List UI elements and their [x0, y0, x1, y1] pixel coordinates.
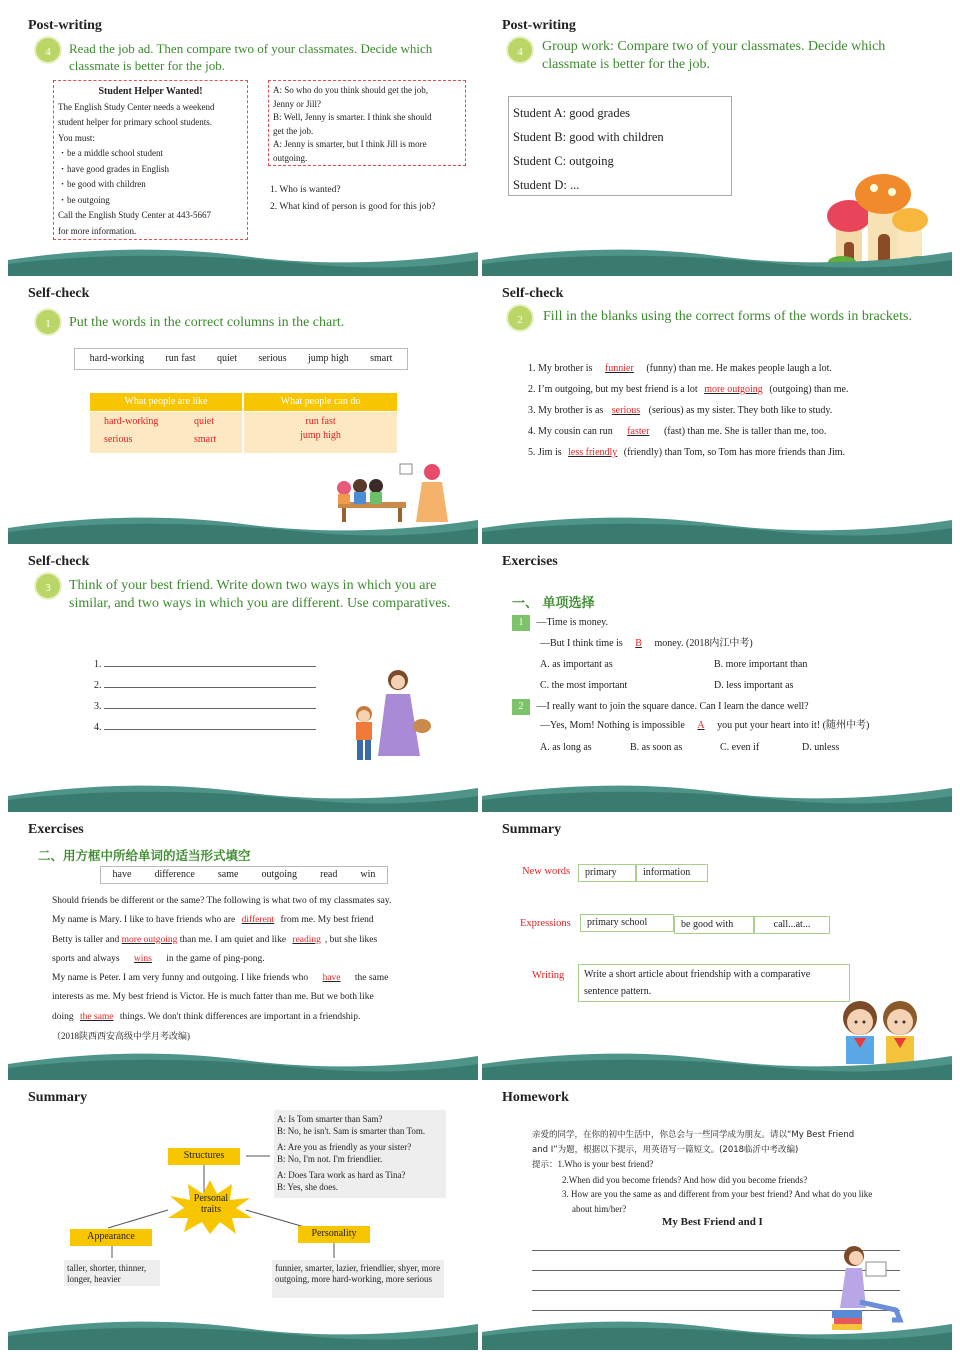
- structures-box: Structures: [168, 1148, 240, 1165]
- footer-wave: [482, 1050, 952, 1082]
- slide-exercises-2: [8, 812, 478, 1082]
- expression-cell: primary school: [580, 914, 674, 932]
- personality-box: Personality: [298, 1226, 370, 1243]
- footer-wave: [8, 514, 478, 546]
- option: C. even if: [720, 742, 760, 753]
- word-chip: same: [217, 869, 239, 880]
- slide-summary-1: [482, 812, 952, 1082]
- word-chip: quiet: [217, 353, 237, 364]
- ad-line: ・be a middle school student: [58, 148, 163, 158]
- center-label: Personal traits: [193, 1193, 229, 1215]
- slide-title: Post-writing: [28, 18, 102, 33]
- writing-line: 4.: [94, 717, 316, 738]
- slide-self-check-3: [8, 544, 478, 814]
- writing-line: 1.: [94, 654, 316, 675]
- answer-blank: more outgoing: [704, 384, 763, 395]
- word-bank: [100, 866, 388, 884]
- writing-label: Writing: [532, 970, 565, 981]
- word-chip: serious: [258, 353, 287, 364]
- dialog-box: [268, 80, 466, 166]
- word-chip: jump high: [307, 353, 349, 364]
- question-2: 2. What kind of person is good for this job?: [270, 202, 436, 212]
- footer-wave: [8, 782, 478, 814]
- question-block: 1 —Time is money. —But I think time is B money. (2018内江中考) A. as important as B. more important than C. the most important D. less important as 2 —I really want to join the square dance. Can I learn the dance well? —Yes, Mom! Nothing is impossible A you put your heart into it! (随州中考) A. as long as B. as soon as C. even if D. unless: [512, 612, 942, 758]
- answer-word: smart: [194, 434, 217, 445]
- footer-wave: [8, 1318, 478, 1350]
- dialog-line: Jenny or Jill?: [273, 98, 321, 109]
- passage: Should friends be different or the same? The following is what two of my classmates say. My name is Mary. I like to have friends who are different from me. My best friend Betty is taller and more outgoing than me. I am quiet and like reading , but she likes sports and always wins in the game of ping-pong. My name is Peter. I am very funny and outgoing. I like friends who have the same interests as me. My best friend is Victor. He is much fatter than me. But we both like doing the same things. We don't think differences are important in a friendship. （2018陕西西安高级中学月考改编): [52, 896, 392, 1042]
- answer-word: jump high: [300, 430, 341, 441]
- dialog-line: get the job.: [273, 125, 314, 136]
- word-chip: run fast: [165, 353, 196, 364]
- answer-blank: faster: [627, 426, 650, 437]
- word-chip: read: [320, 869, 338, 880]
- section-heading: 一、 单项选择: [512, 596, 595, 611]
- section-heading: 二、用方框中所给单词的适当形式填空: [38, 848, 251, 863]
- ad-line: ・be outgoing: [58, 194, 110, 205]
- ad-line: for more information.: [58, 225, 137, 236]
- question-number: 1: [512, 615, 530, 631]
- answer-blank: funnier: [604, 363, 634, 374]
- fill-item: 5. Jim is less friendly (friendly) than Tom, so Tom has more friends than Jim.: [528, 447, 846, 458]
- answer-blank: different: [241, 915, 275, 926]
- student-list-box: [508, 96, 732, 196]
- slide-title: Self-check: [502, 286, 564, 301]
- answer-blank: the same: [80, 1011, 114, 1022]
- slide-title: Summary: [28, 1090, 88, 1105]
- answer-blank: B: [635, 638, 642, 649]
- footer-wave: [482, 1318, 952, 1350]
- step-number-badge: 3: [34, 572, 62, 600]
- ad-line: student helper for primary school students.: [58, 117, 212, 127]
- word-bank: [74, 348, 408, 370]
- step-number-badge: 4: [34, 36, 62, 64]
- word-chip: outgoing: [261, 869, 298, 880]
- word-cell: primary: [578, 864, 636, 882]
- answer-blank: serious: [611, 405, 641, 416]
- writing-task: Write a short article about friendship with a comparative sentence pattern.: [578, 964, 850, 1002]
- fill-item: 2. I’m outgoing, but my best friend is a lot more outgoing (outgoing) than me.: [528, 384, 849, 395]
- fill-item: 3. My brother is as serious (serious) as my sister. They both like to study.: [528, 405, 833, 416]
- homework-text: 亲爱的同学，在你的初中生活中，你总会与一些同学成为朋友。请以“My Best Friend and I”为题，根据以下提示，用英语写一篇短文。(2018临沂中考改编) 提示：1.Who is your best friend? 2.When did you become friends? And how did you become friends? 3. How are you the same as and different from your best friend? And what do you like about him/her?: [532, 1130, 873, 1214]
- fill-item: 4. My cousin can run faster (fast) than me. She is taller than me, too.: [528, 426, 827, 437]
- instruction-text: Group work: Compare two of your classmates. Decide which classmate is better for the job.: [542, 39, 886, 72]
- answer-blank: less friendly: [568, 447, 618, 458]
- footer-wave: [482, 514, 952, 546]
- word-chip: win: [360, 869, 376, 880]
- expression-cell: call...at...: [754, 916, 830, 934]
- dialog-line: A: Jenny is smarter, but I think Jill is more: [273, 139, 427, 149]
- slide-title: Self-check: [28, 554, 90, 569]
- ad-line: Call the English Study Center at 443-5667: [58, 210, 211, 220]
- word-chip: have: [112, 869, 132, 880]
- structures-examples: A: Is Tom smarter than Sam? B: No, he isn't. Sam is smarter than Tom. A: Are you as friendly as your sister? B: No, I'm not. I'm friendlier. A: Does Tara work as hard as Tina? B: Yes, she does.: [274, 1110, 446, 1198]
- slide-title: Exercises: [502, 554, 558, 569]
- option: A. as important as: [540, 659, 613, 670]
- chart-header-like: What people are like: [90, 393, 242, 411]
- question-1: 1. Who is wanted?: [270, 185, 341, 195]
- slide-self-check-1: [8, 276, 478, 546]
- answer-word: quiet: [194, 416, 214, 427]
- footer-wave: [482, 782, 952, 814]
- ad-line: ・have good grades in English: [58, 163, 169, 174]
- answer-blank: have: [322, 973, 341, 984]
- dialog-line: A: So who do you think should get the job,: [273, 85, 428, 95]
- slide-title: Summary: [502, 822, 562, 837]
- option: B. more important than: [714, 659, 808, 670]
- student-row: Student A: good grades: [513, 106, 631, 120]
- student-row: Student C: outgoing: [513, 154, 614, 168]
- word-chip: hard-working: [89, 353, 145, 364]
- dialog-line: outgoing.: [273, 152, 308, 163]
- slide-title: Exercises: [28, 822, 84, 837]
- chart-body-can-do: [244, 412, 397, 453]
- appearance-examples: taller, shorter, thinner, longer, heavier: [64, 1260, 160, 1286]
- footer-wave: [8, 246, 478, 278]
- expressions-label: Expressions: [520, 918, 571, 929]
- slide-homework: [482, 1080, 952, 1350]
- instruction-text: Think of your best friend. Write down two ways in which you are similar, and two ways in which you are different. Use comparatives.: [69, 578, 451, 611]
- step-number-badge: 4: [506, 36, 534, 64]
- answer-word: serious: [104, 434, 133, 445]
- option: D. unless: [802, 742, 840, 753]
- chart-body-like: [90, 412, 242, 453]
- step-number-badge: 2: [506, 304, 534, 332]
- student-row: Student D: ...: [513, 178, 580, 192]
- personality-examples: funnier, smarter, lazier, friendlier, shyer, more outgoing, more hard-working, more serious: [272, 1260, 444, 1298]
- answer-blank: A: [697, 720, 705, 731]
- word-chip: difference: [154, 869, 195, 880]
- answer-blank: more outgoing: [121, 934, 178, 945]
- writing-line: 2.: [94, 675, 316, 696]
- job-ad-box: [53, 80, 248, 240]
- answer-word: hard-working: [104, 416, 159, 427]
- footer-wave: [8, 1050, 478, 1082]
- answer-blank: wins: [133, 953, 152, 964]
- step-number-badge: 1: [34, 308, 62, 336]
- question-number: 2: [512, 699, 530, 715]
- slide-title: Homework: [502, 1090, 569, 1105]
- essay-title: My Best Friend and I: [662, 1216, 763, 1228]
- slide-post-writing-2: [482, 8, 952, 278]
- chart-header-can-do: What people can do: [244, 393, 397, 411]
- writing-lines: [94, 654, 316, 738]
- fill-blank-list: [528, 358, 948, 463]
- slide-summary-2: [8, 1080, 478, 1350]
- answer-word: run fast: [305, 416, 336, 427]
- instruction-text: Put the words in the correct columns in the chart.: [69, 315, 345, 330]
- classification-chart: [90, 393, 397, 453]
- ad-line: The English Study Center needs a weekend: [58, 101, 215, 112]
- new-words-label: New words: [522, 866, 571, 877]
- fill-item: 1. My brother is funnier (funny) than me. He makes people laugh a lot.: [528, 363, 832, 374]
- dialog-line: B: Well, Jenny is smarter. I think she should: [273, 112, 432, 122]
- slide-self-check-2: [482, 276, 952, 546]
- option: D. less important as: [714, 680, 794, 691]
- ad-line: You must:: [58, 132, 95, 143]
- expression-cell: be good with: [674, 916, 754, 934]
- appearance-box: Appearance: [70, 1229, 152, 1246]
- slide-title: Self-check: [28, 286, 90, 301]
- writing-line: 3.: [94, 696, 316, 717]
- footer-wave: [482, 246, 952, 278]
- option: C. the most important: [540, 680, 628, 691]
- slide-exercises-1: [482, 544, 952, 814]
- slide-post-writing-1: [8, 8, 478, 278]
- ad-line: ・be good with children: [58, 179, 146, 189]
- mother-child-illustration: [344, 664, 434, 768]
- option: B. as soon as: [630, 742, 683, 753]
- instruction-text: Read the job ad. Then compare two of your classmates. Decide which classmate is better for the job.: [69, 41, 433, 73]
- answer-blank: reading: [292, 934, 321, 945]
- option: A. as long as: [540, 742, 592, 753]
- word-chip: smart: [370, 353, 393, 364]
- word-cell: information: [636, 864, 708, 882]
- instruction-text: Fill in the blanks using the correct forms of the words in brackets.: [543, 309, 912, 324]
- slide-title: Post-writing: [502, 18, 576, 33]
- student-row: Student B: good with children: [513, 130, 664, 144]
- job-ad-title: Student Helper Wanted!: [98, 86, 203, 97]
